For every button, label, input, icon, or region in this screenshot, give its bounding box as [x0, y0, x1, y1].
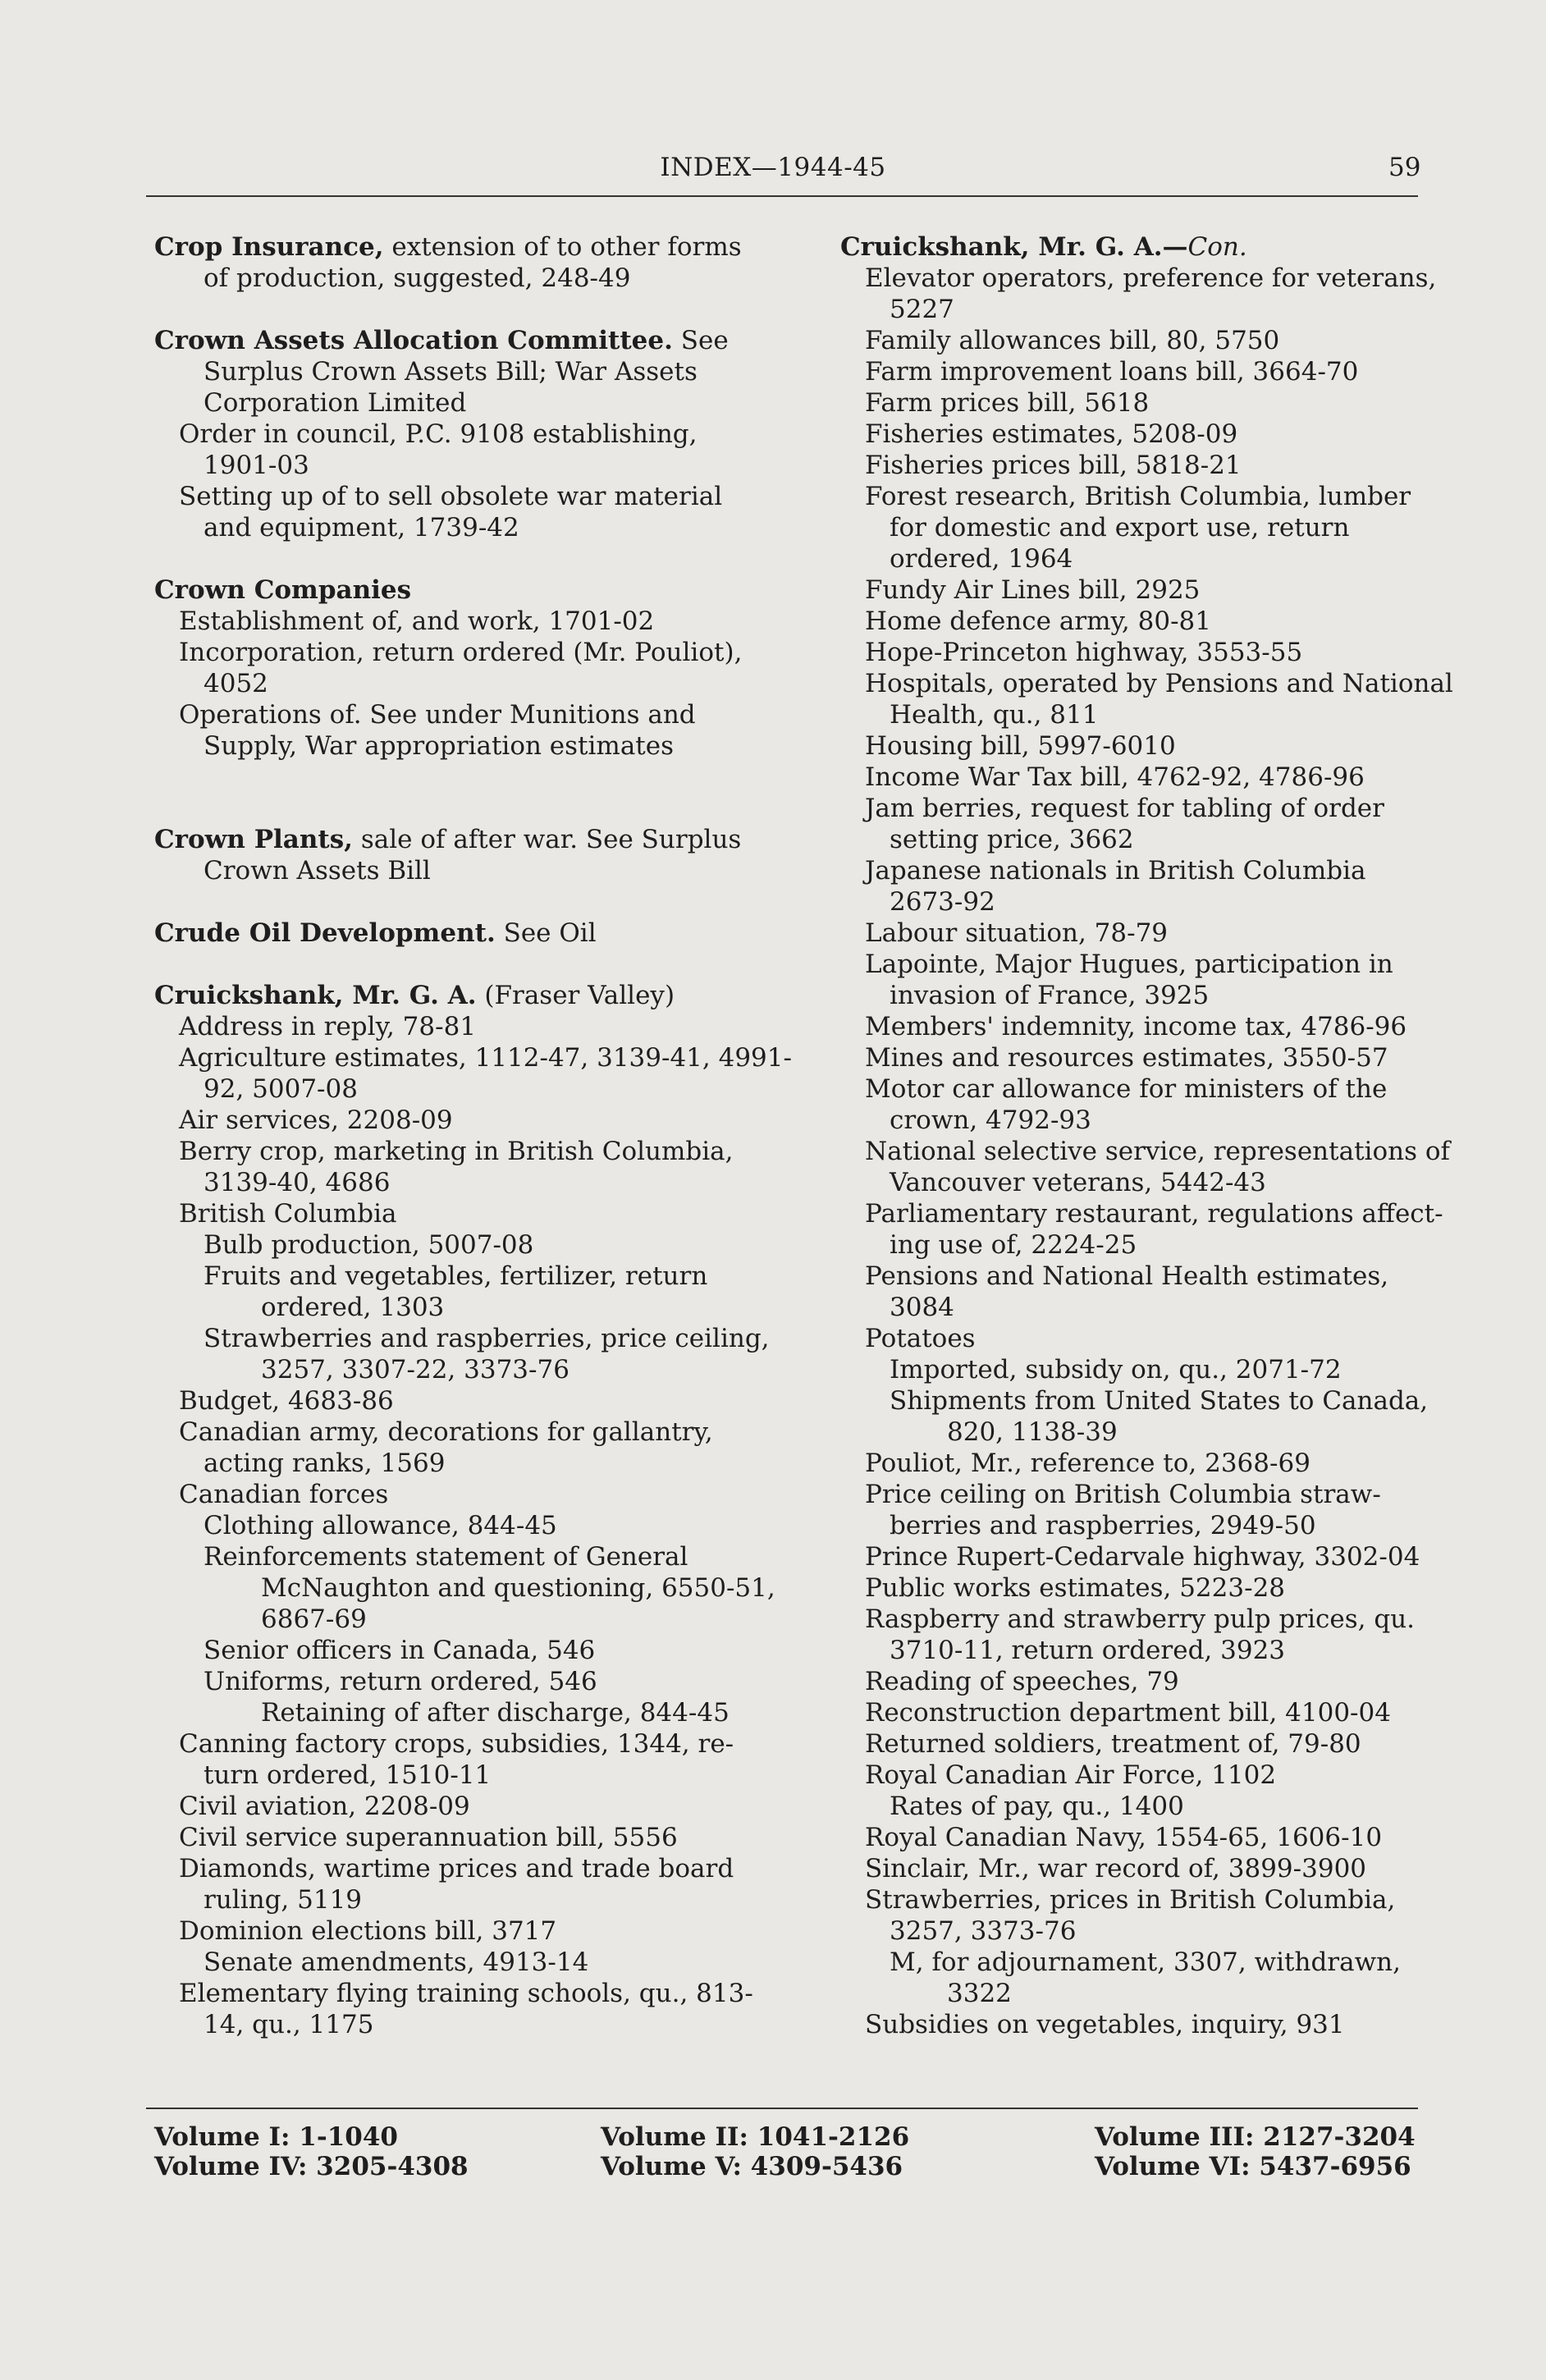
index-entry: Shipments from United States to Canada, — [890, 1386, 1429, 1416]
index-entry: Japanese nationals in British Columbia — [865, 856, 1366, 886]
index-entry-continuation: Corporation Limited — [204, 388, 467, 418]
index-entry-continuation: 3322 — [947, 1979, 1012, 2008]
heading-term: Crown Assets Allocation Committee. — [154, 326, 673, 355]
index-entry: Berry crop, marketing in British Columbia, — [179, 1137, 734, 1166]
index-entry: Imported, subsidy on, qu., 2071-72 — [890, 1355, 1342, 1385]
index-entry: Forest research, British Columbia, lumber — [865, 482, 1411, 511]
index-entry-continuation: turn ordered, 1510-11 — [204, 1760, 492, 1790]
index-entry-continuation: 3710-11, return ordered, 3923 — [890, 1636, 1286, 1665]
index-entry-continuation: 14, qu., 1175 — [204, 2010, 374, 2039]
index-entry: Strawberries, prices in British Columbia, — [865, 1885, 1396, 1915]
index-entry: Canadian forces — [179, 1480, 389, 1509]
index-entry-continuation: ordered, 1303 — [261, 1293, 445, 1322]
index-entry: Dominion elections bill, 3717 — [179, 1916, 557, 1946]
index-entry-continuation: 3084 — [890, 1293, 954, 1322]
index-entry-continuation: berries and raspberries, 2949-50 — [890, 1511, 1316, 1540]
index-entry: Potatoes — [865, 1324, 976, 1353]
index-entry: Mines and resources estimates, 3550-57 — [865, 1043, 1388, 1073]
index-entry: Farm improvement loans bill, 3664-70 — [865, 357, 1359, 387]
index-entry: Labour situation, 78-79 — [865, 918, 1169, 948]
index-entry-continuation: Health, qu., 811 — [890, 700, 1099, 730]
index-entry: Subsidies on vegetables, inquiry, 931 — [865, 2010, 1345, 2039]
index-heading — [840, 231, 1425, 263]
footer-volumes-col2 — [601, 2122, 909, 2181]
heading-term: Cruickshank, Mr. G. A.— — [840, 232, 1188, 262]
index-entry: Clothing allowance, 844-45 — [204, 1511, 557, 1540]
index-column-right — [840, 231, 1453, 2040]
index-entry: Canadian army, decorations for gallantry, — [179, 1417, 713, 1447]
index-entry: Bulb production, 5007-08 — [204, 1230, 534, 1260]
index-entry: Farm prices bill, 5618 — [865, 388, 1150, 418]
index-entry: Senior officers in Canada, 546 — [204, 1636, 596, 1665]
index-entry: M, for adjournament, 3307, withdrawn, — [890, 1947, 1401, 1977]
index-entry: Reconstruction department bill, 4100-04 — [865, 1698, 1391, 1728]
index-entry-continuation: Surplus Crown Assets Bill; War Assets — [204, 357, 698, 387]
index-entry: Hospitals, operated by Pensions and National — [865, 669, 1453, 698]
index-entry-continuation: 6867-69 — [261, 1604, 367, 1634]
index-entry-continuation: and equipment, 1739-42 — [204, 513, 519, 542]
index-heading — [154, 574, 770, 606]
index-entry: Lapointe, Major Hugues, participation in — [865, 950, 1393, 979]
page-title: INDEX—1944-45 — [660, 153, 886, 182]
index-entry: Fisheries estimates, 5208-09 — [865, 419, 1238, 449]
index-entry: Elevator operators, preference for veterans, — [865, 263, 1437, 293]
index-entry-continuation: ruling, 5119 — [204, 1885, 363, 1915]
index-entry-continuation: Supply, War appropriation estimates — [204, 731, 675, 761]
index-entry: Air services, 2208-09 — [179, 1105, 453, 1135]
index-entry: Strawberries and raspberries, price ceiling, — [204, 1324, 770, 1353]
index-entry-continuation: 1901-03 — [204, 451, 309, 480]
footer-volume: Volume V: 4309-5436 — [601, 2152, 903, 2181]
index-entry: Rates of pay, qu., 1400 — [890, 1792, 1184, 1821]
index-entry: Incorporation, return ordered (Mr. Pouliot), — [179, 638, 743, 667]
index-heading — [154, 325, 770, 356]
index-entry: Prince Rupert-Cedarvale highway, 3302-04 — [865, 1542, 1420, 1572]
footer-volume: Volume III: 2127-3204 — [1095, 2122, 1416, 2152]
index-entry-continuation: ordered, 1964 — [890, 544, 1073, 574]
index-entry: Senate amendments, 4913-14 — [204, 1947, 589, 1977]
index-entry-continuation: 5227 — [890, 295, 954, 324]
footer-volume: Volume VI: 5437-6956 — [1095, 2152, 1411, 2181]
index-entry: Fruits and vegetables, fertilizer, return — [204, 1261, 708, 1291]
index-entry-continuation: 3257, 3373-76 — [890, 1916, 1077, 1946]
index-entry-continuation: for domestic and export use, return — [890, 513, 1350, 542]
index-heading — [154, 231, 770, 263]
index-entry: Members' indemnity, income tax, 4786-96 — [865, 1012, 1407, 1041]
index-entry: Reinforcements statement of General — [204, 1542, 688, 1572]
heading-term: Crown Plants, — [154, 825, 353, 854]
index-entry: Establishment of, and work, 1701-02 — [179, 606, 655, 636]
index-entry: Diamonds, wartime prices and trade board — [179, 1854, 734, 1883]
index-entry: British Columbia — [179, 1199, 397, 1229]
heading-text: extension of to other forms — [383, 232, 742, 262]
index-entry: Income War Tax bill, 4762-92, 4786-96 — [865, 762, 1365, 792]
index-entry: Address in reply, 78-81 — [179, 1012, 477, 1041]
header-rule — [146, 195, 1418, 197]
footer-volumes-col3 — [1095, 2122, 1416, 2181]
index-entry: Canning factory crops, subsidies, 1344, re- — [179, 1729, 734, 1759]
footer-volume: Volume I: 1-1040 — [154, 2122, 398, 2152]
index-entry: Setting up of to sell obsolete war material — [179, 482, 723, 511]
index-entry: Pouliot, Mr., reference to, 2368-69 — [865, 1449, 1310, 1478]
index-entry: National selective service, representations of — [865, 1137, 1450, 1166]
index-heading — [154, 918, 770, 949]
index-entry-continuation: ing use of, 2224-25 — [890, 1230, 1137, 1260]
index-entry-continuation: 2673-92 — [890, 887, 995, 917]
index-entry: Family allowances bill, 80, 5750 — [865, 326, 1280, 355]
index-entry: Public works estimates, 5223-28 — [865, 1573, 1286, 1603]
index-entry: Royal Canadian Air Force, 1102 — [865, 1760, 1277, 1790]
index-entry: Elementary flying training schools, qu., 813- — [179, 1979, 753, 2008]
index-heading — [154, 824, 770, 855]
index-entry: Returned soldiers, treatment of, 79-80 — [865, 1729, 1361, 1759]
index-entry: Fundy Air Lines bill, 2925 — [865, 575, 1201, 605]
index-entry: Pensions and National Health estimates, — [865, 1261, 1389, 1291]
index-entry-continuation: 3257, 3307-22, 3373-76 — [261, 1355, 569, 1385]
page-number: 59 — [1388, 153, 1421, 182]
heading-text: sale of after war. See Surplus — [352, 825, 742, 854]
index-entry: Raspberry and strawberry pulp prices, qu. — [865, 1604, 1416, 1634]
index-column-left — [154, 231, 792, 2040]
index-entry: Fisheries prices bill, 5818-21 — [865, 451, 1242, 480]
index-entry: Retaining of after discharge, 844-45 — [261, 1698, 730, 1728]
heading-text: See — [672, 326, 729, 355]
index-entry: Parliamentary restaurant, regulations affect- — [865, 1199, 1443, 1229]
index-entry: Home defence army, 80-81 — [865, 606, 1211, 636]
heading-continued: Con. — [1187, 232, 1247, 262]
heading-term: Crop Insurance, — [154, 232, 384, 262]
index-entry: Civil aviation, 2208-09 — [179, 1792, 470, 1821]
footer-volume: Volume II: 1041-2126 — [601, 2122, 910, 2152]
index-entry: Jam berries, request for tabling of order — [865, 794, 1384, 823]
index-entry: Reading of speeches, 79 — [865, 1667, 1179, 1696]
index-entry: Sinclair, Mr., war record of, 3899-3900 — [865, 1854, 1367, 1883]
heading-text: (Fraser Valley) — [476, 981, 675, 1010]
index-entry-continuation: setting price, 3662 — [890, 825, 1134, 854]
index-entry-continuation: 3139-40, 4686 — [204, 1168, 391, 1197]
index-entry: Motor car allowance for ministers of the — [865, 1074, 1388, 1104]
index-entry: Budget, 4683-86 — [179, 1386, 394, 1416]
index-entry: Order in council, P.C. 9108 establishing, — [179, 419, 698, 449]
index-entry: Price ceiling on British Columbia straw- — [865, 1480, 1381, 1509]
index-entry: Operations of. See under Munitions and — [179, 700, 696, 730]
index-entry-continuation: Crown Assets Bill — [204, 856, 431, 886]
index-entry: Uniforms, return ordered, 546 — [204, 1667, 597, 1696]
index-entry-continuation: 4052 — [204, 669, 268, 698]
heading-term: Crude Oil Development. — [154, 918, 496, 948]
index-entry-continuation: acting ranks, 1569 — [204, 1449, 446, 1478]
index-entry: Agriculture estimates, 1112-47, 3139-41, 4991- — [179, 1043, 792, 1073]
index-heading — [154, 980, 770, 1011]
index-entry-continuation: Vancouver veterans, 5442-43 — [890, 1168, 1266, 1197]
heading-term: Cruickshank, Mr. G. A. — [154, 981, 477, 1010]
index-entry-continuation: McNaughton and questioning, 6550-51, — [261, 1573, 775, 1603]
index-entry-continuation: of production, suggested, 248-49 — [204, 263, 631, 293]
heading-term: Crown Companies — [154, 575, 412, 605]
index-entry: Housing bill, 5997-6010 — [865, 731, 1176, 761]
heading-text: See Oil — [495, 918, 597, 948]
index-entry: Hope-Princeton highway, 3553-55 — [865, 638, 1303, 667]
index-entry-continuation: crown, 4792-93 — [890, 1105, 1091, 1135]
index-entry-continuation: 92, 5007-08 — [204, 1074, 358, 1104]
index-entry: Royal Canadian Navy, 1554-65, 1606-10 — [865, 1823, 1383, 1852]
footer-volume: Volume IV: 3205-4308 — [154, 2152, 469, 2181]
index-entry: Civil service superannuation bill, 5556 — [179, 1823, 678, 1852]
index-entry-continuation: invasion of France, 3925 — [890, 981, 1210, 1010]
index-entry-continuation: 820, 1138-39 — [947, 1417, 1118, 1447]
footer-volumes-col1 — [154, 2122, 469, 2181]
footer-rule — [146, 2108, 1418, 2109]
